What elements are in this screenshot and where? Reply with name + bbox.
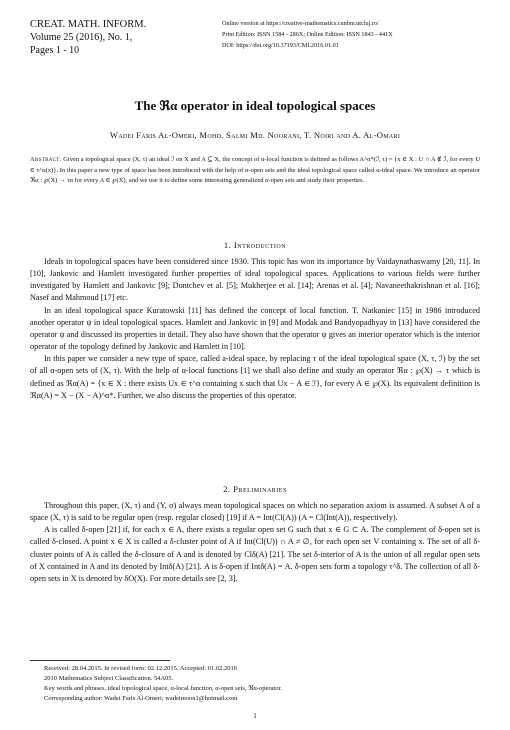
footnote-received: Received: 28.04.2015. In revised form: 02.12.2015. Accepted: 01.02.2016 (44, 665, 237, 672)
paragraph: Ideals in topological spaces have been considered since 1930. This topic has won its importance by Vaidaynathaswamy [20, 11]. In [10], Jankovic and Hamlett investigated further properties of ideal topological spaces. Applications to various fields were further investigated by Hamlett and Jankovic [9]; Dontchev et al. [5]; Mukherjee et al. [14]; Arenas et al. [4]; Navaneethakrishnan et al. [16]; Nasef and Mahmoud [17] etc. (30, 257, 480, 303)
paper-authors: Wadei Faris Al-Omeri, Mohd. Salmi Md. Noorani, T. Noiri and A. Al-Omari (109, 130, 401, 140)
section-heading-preliminaries: 2. Preliminaries (223, 484, 287, 494)
paragraph: In this paper we consider a new type of space, called a-ideal space, by replacing τ of the ideal topological space (X, τ, ℐ) by the set of all α-open sets of (X, τ). With the help of α-local functions [1] we shall also define and study an operator ℜα : ℘(X) → τ which is defined as ℜα(A) = {x ∈ X : there exists Ux ∈ τ^α containing x such that Ux − A ∈ ℐ}, for every A ∈ ℘(X). Its equivalent definition is ℜα(A) = X − (X − A)^α*. Further, we also discuss the properties of this operator. (30, 354, 480, 400)
journal-header (30, 18, 480, 73)
footnote-corresponding: Corresponding author: Wadei Faris Al-Omeri; wadeimoon1@hotmail.com (44, 695, 238, 702)
paper-title: The ℜα operator in ideal topological spaces (134, 98, 376, 113)
preliminaries-body (30, 500, 480, 585)
journal-info (30, 18, 146, 57)
abstract (30, 155, 480, 187)
issn-line: Print Edition: ISSN 1584 - 286X; Online Edition: ISSN 1843 - 441X (222, 31, 393, 38)
footnote-rule (30, 660, 170, 661)
journal-name: CREAT. MATH. INFORM. (30, 19, 147, 30)
paragraph: In an ideal topological space Kuratowski [11] has defined the concept of local function. T. Natkaniec [15] in 1986 introduced another operator ψ in ideal topological spaces. Hamlett and Jankovic in [9] and Modak and Bandyopadhyay in [13] have considered the operator ψ and discussed its properties in detail. They also have shown that the operator ψ gives an interior operator which is the interior operator of the topology defined by Jankovic and Hamlett in [10]. (30, 305, 480, 352)
introduction-body (30, 256, 480, 402)
paragraph: Throughout this paper, (X, τ) and (Y, σ) always mean topological spaces on which no separation axiom is assumed. A subset A of a space (X, τ) is said to be regular open (resp. regular closed) [19] if A = Int(Cl(A)) (A = Cl(Int(A)), respectively). (30, 501, 480, 523)
doi-line: DOI: https://doi.org/10.37193/CMI.2016.01.01 (222, 42, 339, 49)
abstract-text: Given a topological space (X, τ) an ideal ℐ on X and A ⊆ X, the concept of α-local function is defined as follows A^α*(ℐ, τ) = {x ∈ X : U ∩ A ∉ ℐ, for every U ∈ τ^α(x)}. In this paper a new type of space has been introduced with the help of α-open sets and the ideal topological space called α-ideal space. We introduce an operator ℜα : ℘(X) → τα for every A ∈ ℘(X), and we use it to define some interesting generalized α-open sets and study their properties. (30, 156, 481, 184)
journal-pages: Pages 1 - 10 (30, 45, 80, 56)
journal-publication-info (222, 18, 393, 51)
paragraph: A is called δ-open [21] if, for each x ∈ A, there exists a regular open set G such that x ∈ G ⊂ A. The complement of δ-open set is called δ-closed. A point x ∈ X is called a δ-cluster point of A if Int(Cl(U)) ∩ A ≠ ∅, for each open set V containing x. The set of all δ-cluster points of A is called the δ-closure of A and is denoted by Clδ(A) [21]. The set δ-interior of A is the union of all regular open sets of X contained in A and its denoted by Intδ(A) [21]. A is δ-open if Intδ(A) = A. δ-open sets form a topology τ^δ. The collection of all δ-open sets in X is denoted by δO(X). For more details see [2, 3]. (30, 525, 480, 583)
footnotes (44, 664, 480, 704)
abstract-label: Abstract. (30, 156, 62, 163)
footnote-keywords: Key words and phrases. ideal topological space, α-local function, α-open sets, ℜα-operator. (44, 685, 282, 692)
section-heading-introduction: 1. Introduction (223, 240, 287, 250)
footnote-msc: 2010 Mathematics Subject Classification. 54A05. (44, 675, 174, 682)
page-number: 1 (253, 712, 257, 720)
journal-volume: Volume 25 (2016), No. 1, (30, 32, 133, 43)
online-version: Online version at https://creative-mathematics.cunbm.utcluj.ro/ (222, 20, 379, 27)
